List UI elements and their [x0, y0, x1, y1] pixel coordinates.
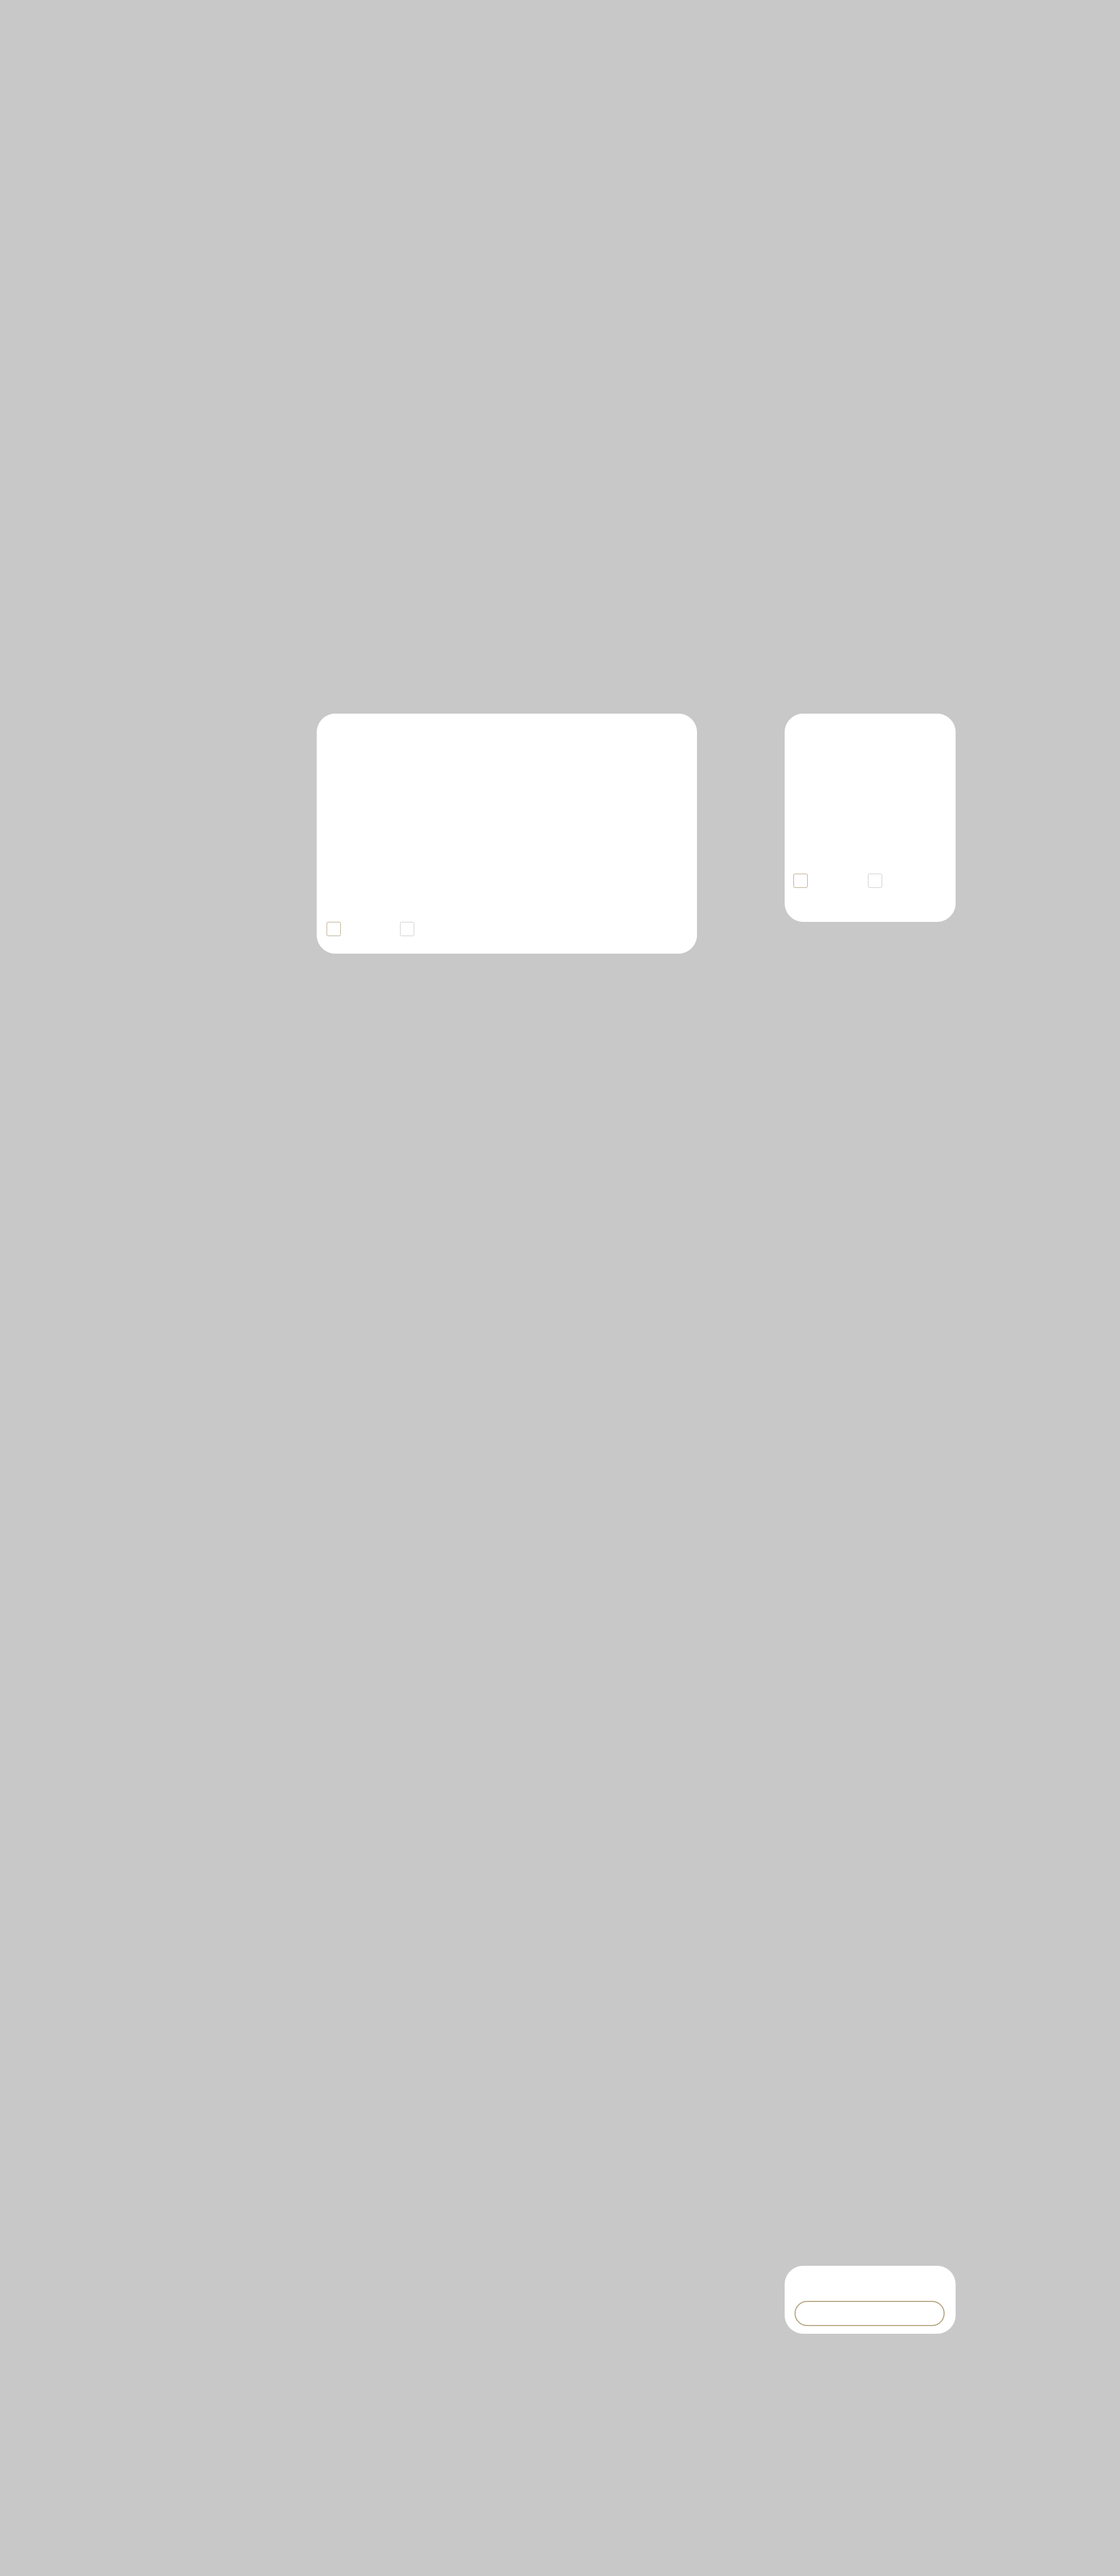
legend-unavailable: [868, 874, 887, 888]
legend-unavailable-swatch: [868, 874, 882, 888]
legend-available-swatch: [793, 874, 808, 888]
legend-unavailable: [400, 922, 420, 936]
confirm-button[interactable]: [795, 2301, 945, 2326]
date-picker-mobile: [785, 714, 956, 922]
promo-panel-mobile: [785, 2266, 956, 2334]
legend-available-swatch: [327, 922, 341, 936]
legend-unavailable-swatch: [400, 922, 414, 936]
legend-available: [327, 922, 346, 936]
date-picker-desktop: [317, 714, 697, 954]
legend-available: [793, 874, 812, 888]
